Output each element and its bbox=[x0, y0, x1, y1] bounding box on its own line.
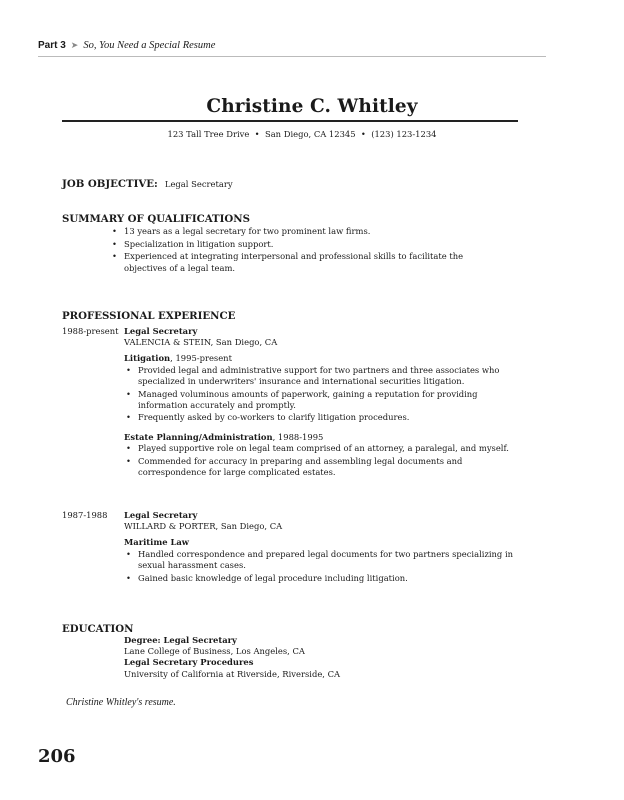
education-title: Degree: Legal Secretary bbox=[124, 635, 237, 645]
practice-area bbox=[124, 537, 524, 548]
list-item: • Frequently asked by co-workers to clarify litigation procedures. bbox=[124, 412, 520, 423]
list-item: • Played supportive role on legal team comprised of an attorney, a paralegal, and myself. bbox=[124, 443, 520, 454]
running-head bbox=[38, 40, 215, 51]
list-item: • Managed voluminous amounts of paperwork, gaining a reputation for providing information accurately and promptly. bbox=[124, 389, 520, 411]
job-entry bbox=[124, 326, 524, 479]
list-item: • Gained basic knowledge of legal procedure including litigation. bbox=[124, 573, 520, 584]
bullet-separator: • bbox=[254, 129, 260, 139]
area-name: Litigation bbox=[124, 353, 171, 364]
resume bbox=[62, 96, 522, 679]
arrow-icon: ➤ bbox=[70, 40, 79, 50]
objective-value: Legal Secretary bbox=[164, 179, 233, 189]
objective-heading: JOB OBJECTIVE: bbox=[62, 178, 158, 190]
job-title: Legal Secretary bbox=[124, 510, 198, 520]
page-number: 206 bbox=[38, 746, 76, 767]
job-title: Legal Secretary bbox=[124, 326, 198, 336]
area-period: , 1988-1995 bbox=[272, 431, 324, 442]
address: 123 Tall Tree Drive bbox=[167, 129, 250, 139]
duties-list bbox=[124, 365, 520, 424]
resume-name: Christine C. Whitley bbox=[206, 96, 418, 117]
experience-heading: PROFESSIONAL EXPERIENCE bbox=[62, 310, 236, 322]
summary-section bbox=[62, 213, 470, 275]
education-title: Legal Secretary Procedures bbox=[124, 657, 254, 668]
summary-heading: SUMMARY OF QUALIFICATIONS bbox=[62, 213, 250, 225]
education-school: University of California at Riverside, Riverside, CA bbox=[124, 668, 341, 679]
name-divider bbox=[62, 120, 518, 122]
city: San Diego, CA 12345 bbox=[264, 129, 356, 139]
list-item: • Experienced at integrating interpersonal and professional skills to facilitate the objectives of a legal team. bbox=[110, 251, 470, 273]
experience-section bbox=[62, 310, 522, 610]
chapter-title: So, You Need a Special Resume bbox=[83, 40, 216, 51]
phone: (123) 123-1234 bbox=[371, 129, 437, 139]
area-name: Estate Planning/Administration bbox=[124, 431, 273, 442]
duties-list bbox=[124, 549, 520, 584]
list-item: • 13 years as a legal secretary for two prominent law firms. bbox=[110, 226, 470, 237]
figure-caption: Christine Whitley's resume. bbox=[66, 697, 176, 708]
list-item: • Specialization in litigation support. bbox=[110, 239, 470, 250]
practice-area bbox=[124, 353, 524, 364]
area-name: Maritime Law bbox=[124, 537, 189, 548]
practice-area bbox=[124, 432, 524, 443]
list-item: • Provided legal and administrative support for two partners and three associates who specialized in underwriters' insurance and international securities litigation. bbox=[124, 365, 520, 387]
summary-list bbox=[110, 226, 470, 274]
job-dates: 1988-present bbox=[62, 326, 119, 336]
education-section bbox=[62, 623, 340, 680]
duties-list bbox=[124, 443, 520, 478]
area-period: , 1995-present bbox=[170, 353, 232, 364]
education-school: Lane College of Business, Los Angeles, CA bbox=[124, 646, 305, 657]
contact-line bbox=[62, 129, 522, 139]
employer: WILLARD & PORTER, San Diego, CA bbox=[124, 521, 283, 532]
education-entries bbox=[124, 635, 340, 680]
list-item: • Handled correspondence and prepared legal documents for two partners specializing in sexual harassment cases. bbox=[124, 549, 520, 571]
education-heading: EDUCATION bbox=[62, 623, 134, 635]
job-entry bbox=[124, 510, 524, 585]
part-label: Part 3 bbox=[38, 40, 66, 51]
bullet-separator: • bbox=[360, 129, 366, 139]
job-objective bbox=[62, 172, 233, 191]
job-dates: 1987-1988 bbox=[62, 510, 108, 520]
header-divider bbox=[38, 56, 546, 57]
list-item: • Commended for accuracy in preparing and assembling legal documents and correspondence for large complicated estates. bbox=[124, 456, 520, 478]
employer: VALENCIA & STEIN, San Diego, CA bbox=[124, 337, 278, 348]
